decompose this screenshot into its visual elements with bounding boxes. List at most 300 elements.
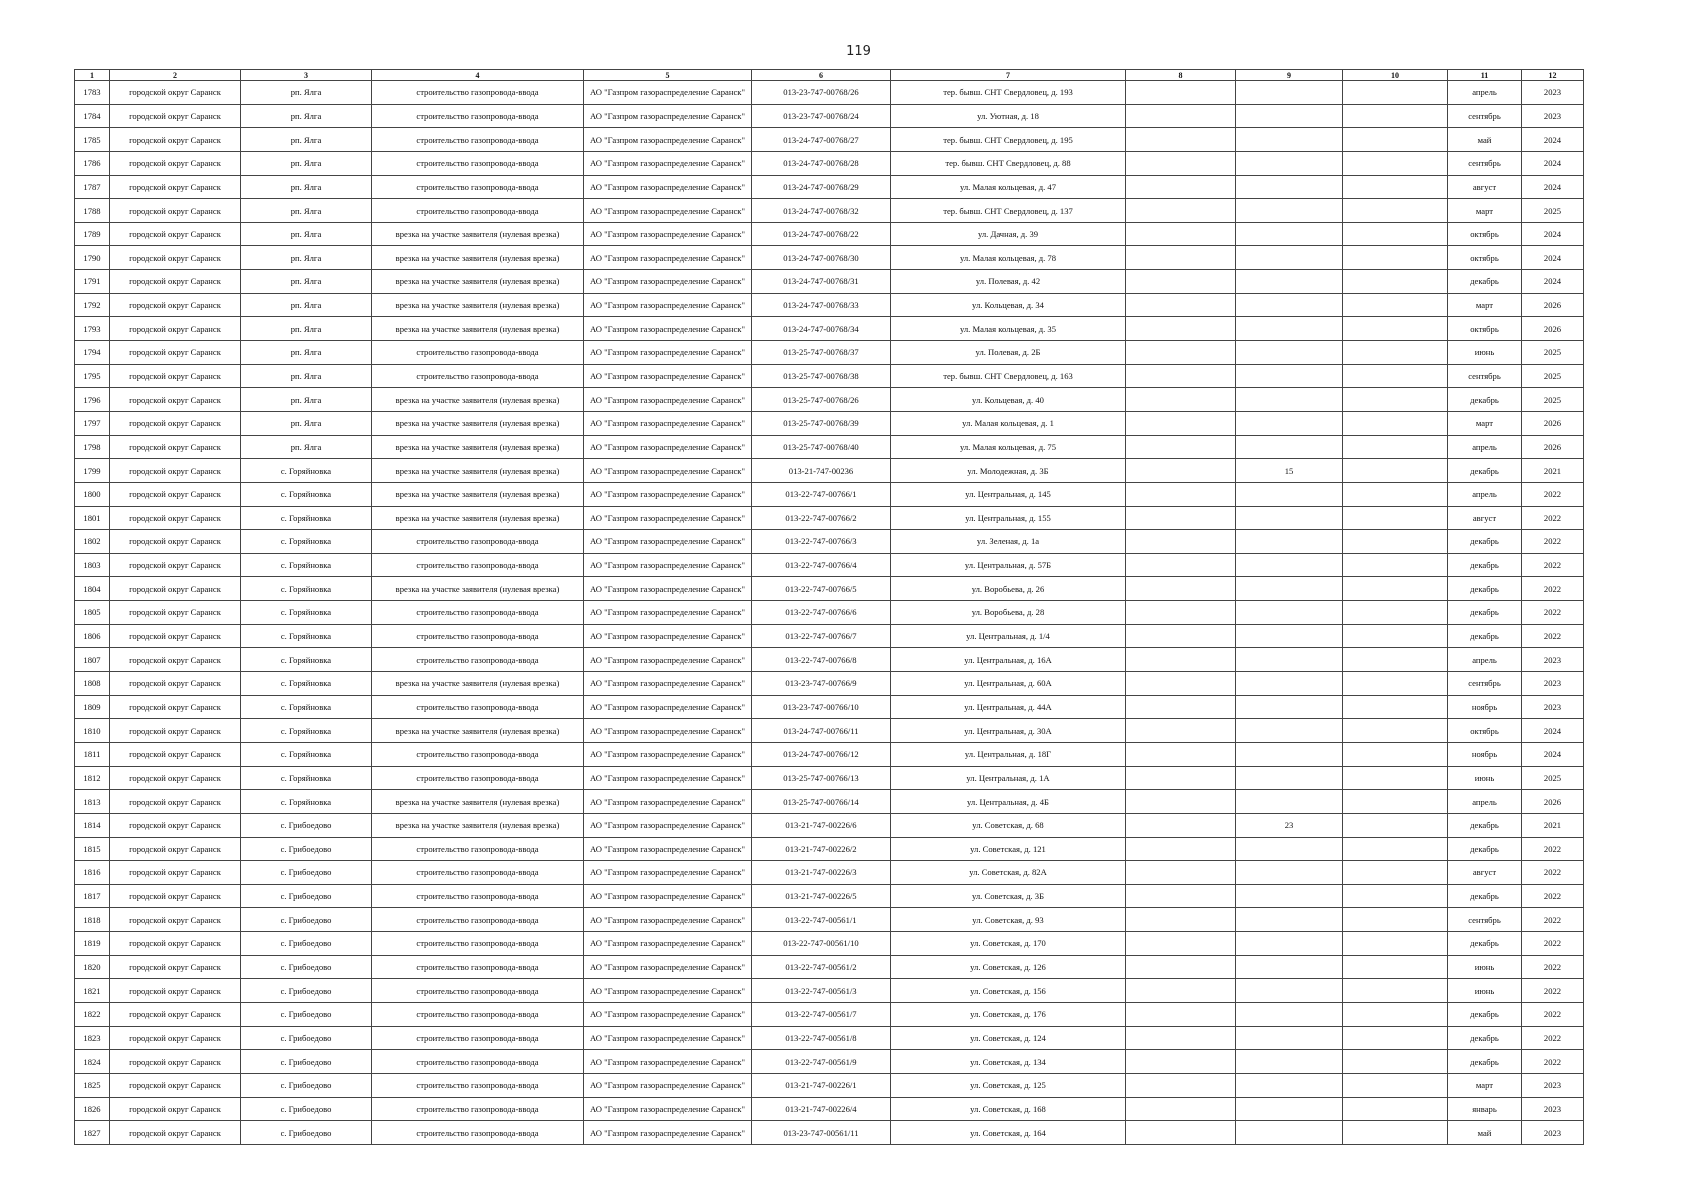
application-number-cell: 013-24-747-00768/34 [752, 317, 891, 341]
column-9-cell [1236, 341, 1343, 365]
table-row [75, 270, 1584, 294]
work-type-cell: строительство газопровода-ввода [372, 1026, 584, 1050]
settlement-cell: с. Горяйновка [241, 672, 372, 696]
year-cell: 2023 [1522, 1073, 1584, 1097]
column-8-cell [1126, 81, 1236, 105]
column-header: 11 [1448, 70, 1522, 81]
municipality-cell: городской округ Саранск [110, 648, 241, 672]
work-type-cell: врезка на участке заявителя (нулевая врезка) [372, 411, 584, 435]
table-row [75, 695, 1584, 719]
municipality-cell: городской округ Саранск [110, 104, 241, 128]
settlement-cell: рп. Ялга [241, 388, 372, 412]
settlement-cell: рп. Ялга [241, 246, 372, 270]
organization-cell: АО "Газпром газораспределение Саранск" [584, 742, 752, 766]
month-cell: май [1448, 128, 1522, 152]
organization-cell: АО "Газпром газораспределение Саранск" [584, 411, 752, 435]
year-cell: 2023 [1522, 1097, 1584, 1121]
month-cell: октябрь [1448, 246, 1522, 270]
year-cell: 2022 [1522, 624, 1584, 648]
table-row [75, 837, 1584, 861]
column-10-cell [1343, 719, 1448, 743]
settlement-cell: рп. Ялга [241, 222, 372, 246]
municipality-cell: городской округ Саранск [110, 222, 241, 246]
address-cell: ул. Советская, д. 168 [891, 1097, 1126, 1121]
column-8-cell [1126, 246, 1236, 270]
year-cell: 2021 [1522, 813, 1584, 837]
address-cell: ул. Центральная, д. 145 [891, 482, 1126, 506]
work-type-cell: строительство газопровода-ввода [372, 695, 584, 719]
column-8-cell [1126, 813, 1236, 837]
application-number-cell: 013-22-747-00561/9 [752, 1050, 891, 1074]
month-cell: ноябрь [1448, 695, 1522, 719]
address-cell: ул. Советская, д. 164 [891, 1121, 1126, 1145]
month-cell: июнь [1448, 341, 1522, 365]
municipality-cell: городской округ Саранск [110, 955, 241, 979]
municipality-cell: городской округ Саранск [110, 151, 241, 175]
settlement-cell: рп. Ялга [241, 104, 372, 128]
organization-cell: АО "Газпром газораспределение Саранск" [584, 364, 752, 388]
address-cell: ул. Дачная, д. 39 [891, 222, 1126, 246]
organization-cell: АО "Газпром газораспределение Саранск" [584, 1121, 752, 1145]
application-number-cell: 013-22-747-00766/5 [752, 577, 891, 601]
application-number-cell: 013-25-747-00768/40 [752, 435, 891, 459]
work-type-cell: строительство газопровода-ввода [372, 837, 584, 861]
year-cell: 2023 [1522, 81, 1584, 105]
year-cell: 2024 [1522, 719, 1584, 743]
month-cell: апрель [1448, 435, 1522, 459]
table-row [75, 435, 1584, 459]
work-type-cell: строительство газопровода-ввода [372, 175, 584, 199]
application-number-cell: 013-22-747-00561/1 [752, 908, 891, 932]
organization-cell: АО "Газпром газораспределение Саранск" [584, 506, 752, 530]
work-type-cell: строительство газопровода-ввода [372, 861, 584, 885]
column-10-cell [1343, 81, 1448, 105]
table-row [75, 246, 1584, 270]
column-10-cell [1343, 506, 1448, 530]
application-number-cell: 013-21-747-00226/3 [752, 861, 891, 885]
column-10-cell [1343, 1073, 1448, 1097]
column-8-cell [1126, 293, 1236, 317]
column-9-cell [1236, 1050, 1343, 1074]
month-cell: апрель [1448, 648, 1522, 672]
work-type-cell: строительство газопровода-ввода [372, 341, 584, 365]
municipality-cell: городской округ Саранск [110, 577, 241, 601]
settlement-cell: рп. Ялга [241, 151, 372, 175]
address-cell: тер. бывш. СНТ Свердловец, д. 193 [891, 81, 1126, 105]
table-row [75, 719, 1584, 743]
address-cell: тер. бывш. СНТ Свердловец, д. 137 [891, 199, 1126, 223]
column-10-cell [1343, 1026, 1448, 1050]
column-9-cell [1236, 1026, 1343, 1050]
column-8-cell [1126, 1002, 1236, 1026]
organization-cell: АО "Газпром газораспределение Саранск" [584, 175, 752, 199]
work-type-cell: врезка на участке заявителя (нулевая врезка) [372, 459, 584, 483]
column-8-cell [1126, 175, 1236, 199]
application-number-cell: 013-24-747-00766/11 [752, 719, 891, 743]
application-number-cell: 013-22-747-00561/7 [752, 1002, 891, 1026]
year-cell: 2026 [1522, 293, 1584, 317]
month-cell: декабрь [1448, 553, 1522, 577]
application-number-cell: 013-22-747-00561/10 [752, 932, 891, 956]
table-row [75, 672, 1584, 696]
column-8-cell [1126, 341, 1236, 365]
column-10-cell [1343, 364, 1448, 388]
work-type-cell: строительство газопровода-ввода [372, 151, 584, 175]
application-number-cell: 013-24-747-00768/29 [752, 175, 891, 199]
year-cell: 2026 [1522, 411, 1584, 435]
column-8-cell [1126, 104, 1236, 128]
settlement-cell: с. Горяйновка [241, 742, 372, 766]
row-number-cell: 1813 [75, 790, 110, 814]
column-8-cell [1126, 837, 1236, 861]
year-cell: 2022 [1522, 577, 1584, 601]
settlement-cell: рп. Ялга [241, 293, 372, 317]
row-number-cell: 1802 [75, 530, 110, 554]
column-10-cell [1343, 672, 1448, 696]
row-number-cell: 1810 [75, 719, 110, 743]
row-number-cell: 1811 [75, 742, 110, 766]
table-row [75, 506, 1584, 530]
page-number: 119 [846, 44, 871, 59]
address-cell: ул. Малая кольцевая, д. 1 [891, 411, 1126, 435]
organization-cell: АО "Газпром газораспределение Саранск" [584, 199, 752, 223]
column-8-cell [1126, 884, 1236, 908]
municipality-cell: городской округ Саранск [110, 246, 241, 270]
year-cell: 2025 [1522, 199, 1584, 223]
column-9-cell: 23 [1236, 813, 1343, 837]
work-type-cell: строительство газопровода-ввода [372, 601, 584, 625]
row-number-cell: 1787 [75, 175, 110, 199]
column-9-cell [1236, 270, 1343, 294]
municipality-cell: городской округ Саранск [110, 861, 241, 885]
column-9-cell [1236, 766, 1343, 790]
application-number-cell: 013-22-747-00561/2 [752, 955, 891, 979]
table-row [75, 199, 1584, 223]
work-type-cell: врезка на участке заявителя (нулевая врезка) [372, 577, 584, 601]
organization-cell: АО "Газпром газораспределение Саранск" [584, 388, 752, 412]
settlement-cell: рп. Ялга [241, 270, 372, 294]
municipality-cell: городской округ Саранск [110, 435, 241, 459]
month-cell: март [1448, 1073, 1522, 1097]
column-8-cell [1126, 861, 1236, 885]
year-cell: 2022 [1522, 482, 1584, 506]
work-type-cell: строительство газопровода-ввода [372, 624, 584, 648]
municipality-cell: городской округ Саранск [110, 199, 241, 223]
month-cell: сентябрь [1448, 151, 1522, 175]
settlement-cell: рп. Ялга [241, 175, 372, 199]
application-number-cell: 013-22-747-00766/8 [752, 648, 891, 672]
application-number-cell: 013-22-747-00766/4 [752, 553, 891, 577]
municipality-cell: городской округ Саранск [110, 293, 241, 317]
month-cell: декабрь [1448, 1050, 1522, 1074]
organization-cell: АО "Газпром газораспределение Саранск" [584, 932, 752, 956]
address-cell: ул. Советская, д. 124 [891, 1026, 1126, 1050]
row-number-cell: 1816 [75, 861, 110, 885]
table-row [75, 1002, 1584, 1026]
year-cell: 2022 [1522, 979, 1584, 1003]
table-row [75, 553, 1584, 577]
column-9-cell: 15 [1236, 459, 1343, 483]
municipality-cell: городской округ Саранск [110, 1050, 241, 1074]
municipality-cell: городской округ Саранск [110, 719, 241, 743]
column-10-cell [1343, 648, 1448, 672]
settlement-cell: с. Грибоедово [241, 1073, 372, 1097]
address-cell: ул. Центральная, д. 44А [891, 695, 1126, 719]
work-type-cell: строительство газопровода-ввода [372, 364, 584, 388]
row-number-cell: 1798 [75, 435, 110, 459]
year-cell: 2022 [1522, 530, 1584, 554]
work-type-cell: врезка на участке заявителя (нулевая врезка) [372, 672, 584, 696]
settlement-cell: с. Грибоедово [241, 813, 372, 837]
settlement-cell: рп. Ялга [241, 411, 372, 435]
column-8-cell [1126, 1121, 1236, 1145]
row-number-cell: 1804 [75, 577, 110, 601]
municipality-cell: городской округ Саранск [110, 388, 241, 412]
settlement-cell: с. Грибоедово [241, 932, 372, 956]
column-8-cell [1126, 624, 1236, 648]
work-type-cell: строительство газопровода-ввода [372, 1121, 584, 1145]
table-header-row [75, 70, 1584, 81]
settlement-cell: с. Горяйновка [241, 648, 372, 672]
column-9-cell [1236, 553, 1343, 577]
column-header: 4 [372, 70, 584, 81]
month-cell: апрель [1448, 81, 1522, 105]
application-number-cell: 013-24-747-00768/31 [752, 270, 891, 294]
column-9-cell [1236, 293, 1343, 317]
work-type-cell: строительство газопровода-ввода [372, 1050, 584, 1074]
column-9-cell [1236, 932, 1343, 956]
column-10-cell [1343, 151, 1448, 175]
column-9-cell [1236, 672, 1343, 696]
municipality-cell: городской округ Саранск [110, 1073, 241, 1097]
year-cell: 2023 [1522, 672, 1584, 696]
settlement-cell: с. Горяйновка [241, 601, 372, 625]
column-8-cell [1126, 766, 1236, 790]
year-cell: 2024 [1522, 742, 1584, 766]
column-8-cell [1126, 719, 1236, 743]
year-cell: 2023 [1522, 1121, 1584, 1145]
row-number-cell: 1791 [75, 270, 110, 294]
application-number-cell: 013-23-747-00766/9 [752, 672, 891, 696]
row-number-cell: 1822 [75, 1002, 110, 1026]
row-number-cell: 1815 [75, 837, 110, 861]
table-row [75, 1073, 1584, 1097]
table-row [75, 104, 1584, 128]
organization-cell: АО "Газпром газораспределение Саранск" [584, 695, 752, 719]
row-number-cell: 1826 [75, 1097, 110, 1121]
settlement-cell: с. Горяйновка [241, 766, 372, 790]
year-cell: 2024 [1522, 270, 1584, 294]
municipality-cell: городской округ Саранск [110, 1097, 241, 1121]
month-cell: октябрь [1448, 317, 1522, 341]
row-number-cell: 1814 [75, 813, 110, 837]
settlement-cell: с. Грибоедово [241, 955, 372, 979]
settlement-cell: рп. Ялга [241, 128, 372, 152]
municipality-cell: городской округ Саранск [110, 1121, 241, 1145]
column-9-cell [1236, 246, 1343, 270]
table-row [75, 1097, 1584, 1121]
work-type-cell: врезка на участке заявителя (нулевая врезка) [372, 246, 584, 270]
address-cell: ул. Советская, д. 126 [891, 955, 1126, 979]
year-cell: 2025 [1522, 341, 1584, 365]
column-9-cell [1236, 837, 1343, 861]
table-row [75, 482, 1584, 506]
row-number-cell: 1818 [75, 908, 110, 932]
column-10-cell [1343, 222, 1448, 246]
column-10-cell [1343, 624, 1448, 648]
application-number-cell: 013-25-747-00768/38 [752, 364, 891, 388]
column-header: 5 [584, 70, 752, 81]
column-9-cell [1236, 435, 1343, 459]
column-9-cell [1236, 128, 1343, 152]
settlement-cell: рп. Ялга [241, 199, 372, 223]
column-10-cell [1343, 1121, 1448, 1145]
column-9-cell [1236, 1002, 1343, 1026]
column-10-cell [1343, 270, 1448, 294]
data-table [74, 69, 1584, 1145]
application-number-cell: 013-24-747-00768/33 [752, 293, 891, 317]
table-row [75, 932, 1584, 956]
municipality-cell: городской округ Саранск [110, 411, 241, 435]
settlement-cell: с. Горяйновка [241, 459, 372, 483]
column-9-cell [1236, 601, 1343, 625]
address-cell: ул. Полевая, д. 42 [891, 270, 1126, 294]
column-9-cell [1236, 955, 1343, 979]
column-10-cell [1343, 388, 1448, 412]
settlement-cell: с. Горяйновка [241, 530, 372, 554]
table-row [75, 742, 1584, 766]
work-type-cell: строительство газопровода-ввода [372, 884, 584, 908]
column-8-cell [1126, 648, 1236, 672]
month-cell: декабрь [1448, 837, 1522, 861]
column-9-cell [1236, 81, 1343, 105]
year-cell: 2022 [1522, 861, 1584, 885]
column-10-cell [1343, 695, 1448, 719]
work-type-cell: строительство газопровода-ввода [372, 766, 584, 790]
month-cell: ноябрь [1448, 742, 1522, 766]
work-type-cell: врезка на участке заявителя (нулевая врезка) [372, 270, 584, 294]
address-cell: ул. Малая кольцевая, д. 47 [891, 175, 1126, 199]
column-9-cell [1236, 577, 1343, 601]
column-9-cell [1236, 648, 1343, 672]
work-type-cell: строительство газопровода-ввода [372, 530, 584, 554]
column-9-cell [1236, 908, 1343, 932]
column-10-cell [1343, 790, 1448, 814]
row-number-cell: 1784 [75, 104, 110, 128]
address-cell: ул. Советская, д. 176 [891, 1002, 1126, 1026]
address-cell: ул. Кольцевая, д. 40 [891, 388, 1126, 412]
column-8-cell [1126, 695, 1236, 719]
application-number-cell: 013-22-747-00766/2 [752, 506, 891, 530]
column-9-cell [1236, 222, 1343, 246]
organization-cell: АО "Газпром газораспределение Саранск" [584, 128, 752, 152]
organization-cell: АО "Газпром газораспределение Саранск" [584, 530, 752, 554]
municipality-cell: городской округ Саранск [110, 530, 241, 554]
work-type-cell: врезка на участке заявителя (нулевая врезка) [372, 790, 584, 814]
organization-cell: АО "Газпром газораспределение Саранск" [584, 790, 752, 814]
organization-cell: АО "Газпром газораспределение Саранск" [584, 1097, 752, 1121]
month-cell: июнь [1448, 979, 1522, 1003]
month-cell: сентябрь [1448, 672, 1522, 696]
column-10-cell [1343, 1002, 1448, 1026]
row-number-cell: 1824 [75, 1050, 110, 1074]
table-row [75, 341, 1584, 365]
column-header: 9 [1236, 70, 1343, 81]
column-9-cell [1236, 482, 1343, 506]
column-10-cell [1343, 246, 1448, 270]
column-10-cell [1343, 884, 1448, 908]
column-header: 6 [752, 70, 891, 81]
column-header: 10 [1343, 70, 1448, 81]
column-10-cell [1343, 530, 1448, 554]
row-number-cell: 1799 [75, 459, 110, 483]
column-8-cell [1126, 1050, 1236, 1074]
application-number-cell: 013-24-747-00768/32 [752, 199, 891, 223]
month-cell: апрель [1448, 482, 1522, 506]
row-number-cell: 1807 [75, 648, 110, 672]
application-number-cell: 013-21-747-00226/1 [752, 1073, 891, 1097]
column-9-cell [1236, 1073, 1343, 1097]
table-row [75, 813, 1584, 837]
organization-cell: АО "Газпром газораспределение Саранск" [584, 1073, 752, 1097]
work-type-cell: врезка на участке заявителя (нулевая врезка) [372, 435, 584, 459]
column-8-cell [1126, 672, 1236, 696]
application-number-cell: 013-21-747-00226/2 [752, 837, 891, 861]
work-type-cell: строительство газопровода-ввода [372, 742, 584, 766]
row-number-cell: 1786 [75, 151, 110, 175]
column-9-cell [1236, 861, 1343, 885]
organization-cell: АО "Газпром газораспределение Саранск" [584, 1050, 752, 1074]
column-10-cell [1343, 482, 1448, 506]
address-cell: ул. Советская, д. 156 [891, 979, 1126, 1003]
row-number-cell: 1803 [75, 553, 110, 577]
address-cell: ул. Центральная, д. 1/4 [891, 624, 1126, 648]
column-10-cell [1343, 955, 1448, 979]
application-number-cell: 013-21-747-00236 [752, 459, 891, 483]
column-8-cell [1126, 435, 1236, 459]
municipality-cell: городской округ Саранск [110, 128, 241, 152]
municipality-cell: городской округ Саранск [110, 790, 241, 814]
column-8-cell [1126, 955, 1236, 979]
municipality-cell: городской округ Саранск [110, 601, 241, 625]
year-cell: 2024 [1522, 128, 1584, 152]
row-number-cell: 1809 [75, 695, 110, 719]
column-8-cell [1126, 506, 1236, 530]
column-8-cell [1126, 459, 1236, 483]
application-number-cell: 013-25-747-00766/13 [752, 766, 891, 790]
row-number-cell: 1806 [75, 624, 110, 648]
column-10-cell [1343, 553, 1448, 577]
organization-cell: АО "Газпром газораспределение Саранск" [584, 1002, 752, 1026]
settlement-cell: с. Грибоедово [241, 1121, 372, 1145]
municipality-cell: городской округ Саранск [110, 459, 241, 483]
table-body [75, 81, 1584, 1145]
settlement-cell: с. Горяйновка [241, 790, 372, 814]
work-type-cell: врезка на участке заявителя (нулевая врезка) [372, 317, 584, 341]
municipality-cell: городской округ Саранск [110, 672, 241, 696]
column-8-cell [1126, 411, 1236, 435]
column-10-cell [1343, 979, 1448, 1003]
column-8-cell [1126, 1097, 1236, 1121]
column-header: 3 [241, 70, 372, 81]
row-number-cell: 1793 [75, 317, 110, 341]
month-cell: декабрь [1448, 884, 1522, 908]
organization-cell: АО "Газпром газораспределение Саранск" [584, 837, 752, 861]
settlement-cell: с. Грибоедово [241, 837, 372, 861]
municipality-cell: городской округ Саранск [110, 766, 241, 790]
column-9-cell [1236, 624, 1343, 648]
row-number-cell: 1805 [75, 601, 110, 625]
